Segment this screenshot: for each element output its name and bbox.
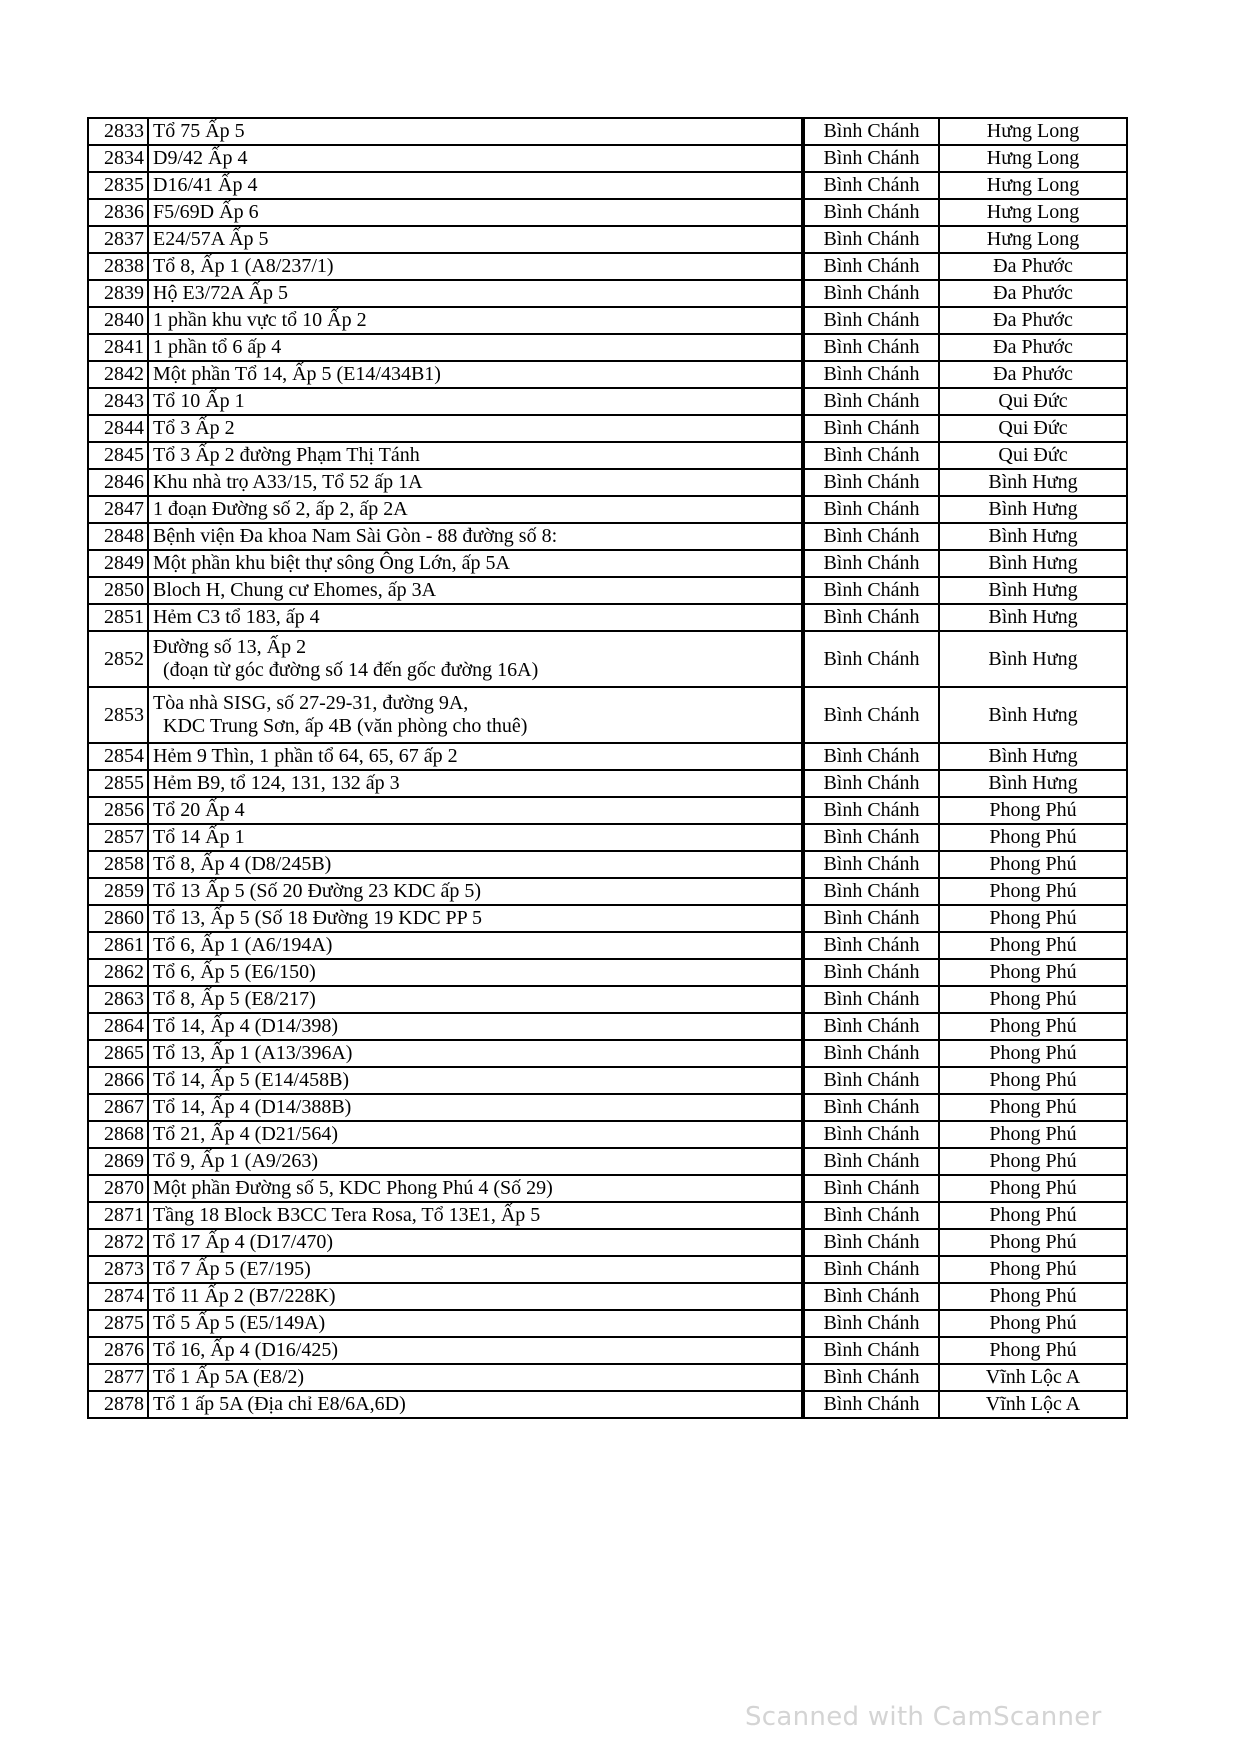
ward-cell: Phong Phú [939,986,1127,1013]
address-cell [148,1364,802,1391]
table-row [88,687,1127,743]
ward-cell: Phong Phú [939,1310,1127,1337]
address-cell [148,1013,802,1040]
address-cell [148,631,802,687]
table-row [88,307,1127,334]
ward-cell: Phong Phú [939,1229,1127,1256]
table-row [88,469,1127,496]
address-line: Hẻm 9 Thìn, 1 phần tổ 64, 65, 67 ấp 2 [153,745,458,767]
table-row [88,1283,1127,1310]
ward-cell: Đa Phước [939,280,1127,307]
row-number: 2877 [88,1364,148,1391]
district-cell: Bình Chánh [804,986,939,1013]
address-line: Tổ 6, Ấp 5 (E6/150) [153,961,316,983]
address-line: Tổ 8, Ấp 1 (A8/237/1) [153,255,334,277]
address-cell [148,1337,802,1364]
address-cell [148,199,802,226]
address-line: Tổ 8, Ấp 5 (E8/217) [153,988,316,1010]
address-line: 1 phần tổ 6 ấp 4 [153,336,282,358]
address-line: Hẻm C3 tổ 183, ấp 4 [153,606,320,628]
table-row [88,1229,1127,1256]
table-row [88,1148,1127,1175]
district-cell: Bình Chánh [804,604,939,631]
row-number: 2869 [88,1148,148,1175]
address-cell [148,145,802,172]
address-cell [148,1202,802,1229]
table-row [88,145,1127,172]
table-row [88,577,1127,604]
table-row [88,1040,1127,1067]
ward-cell: Phong Phú [939,878,1127,905]
address-line: Tổ 1 ấp 5A (Địa chỉ E8/6A,6D) [153,1393,406,1415]
address-line: Đường số 13, Ấp 2 [153,636,307,658]
district-cell: Bình Chánh [804,1094,939,1121]
address-line: Tổ 9, Ấp 1 (A9/263) [153,1150,318,1172]
ward-cell: Phong Phú [939,1175,1127,1202]
row-number: 2876 [88,1337,148,1364]
table-row [88,550,1127,577]
ward-cell: Phong Phú [939,1337,1127,1364]
ward-cell: Phong Phú [939,797,1127,824]
row-number: 2870 [88,1175,148,1202]
district-cell: Bình Chánh [804,743,939,770]
row-number: 2865 [88,1040,148,1067]
district-cell: Bình Chánh [804,334,939,361]
row-number: 2836 [88,199,148,226]
row-number: 2866 [88,1067,148,1094]
ward-cell: Đa Phước [939,361,1127,388]
table-row [88,388,1127,415]
address-line: Tổ 14, Ấp 4 (D14/398) [153,1015,338,1037]
district-cell: Bình Chánh [804,469,939,496]
ward-cell: Bình Hưng [939,604,1127,631]
address-cell [148,905,802,932]
row-number: 2871 [88,1202,148,1229]
district-cell: Bình Chánh [804,550,939,577]
ward-cell: Qui Đức [939,415,1127,442]
row-number: 2852 [88,631,148,687]
district-cell: Bình Chánh [804,280,939,307]
district-cell: Bình Chánh [804,199,939,226]
district-cell: Bình Chánh [804,1175,939,1202]
table-row [88,496,1127,523]
ward-cell: Hưng Long [939,118,1127,145]
ward-cell: Phong Phú [939,905,1127,932]
district-cell: Bình Chánh [804,797,939,824]
district-cell: Bình Chánh [804,145,939,172]
district-cell: Bình Chánh [804,1391,939,1418]
address-table [87,117,1128,1419]
ward-cell: Hưng Long [939,145,1127,172]
district-cell: Bình Chánh [804,770,939,797]
address-cell [148,1283,802,1310]
table-row [88,523,1127,550]
district-cell: Bình Chánh [804,118,939,145]
row-number: 2858 [88,851,148,878]
ward-cell: Bình Hưng [939,550,1127,577]
ward-cell: Qui Đức [939,442,1127,469]
address-cell [148,1094,802,1121]
table-row [88,959,1127,986]
table-row [88,253,1127,280]
row-number: 2845 [88,442,148,469]
row-number: 2875 [88,1310,148,1337]
district-cell: Bình Chánh [804,1364,939,1391]
ward-cell: Bình Hưng [939,743,1127,770]
ward-cell: Bình Hưng [939,577,1127,604]
address-line: Tổ 10 Ấp 1 [153,390,245,412]
district-cell: Bình Chánh [804,1229,939,1256]
address-line: D16/41 Ấp 4 [153,174,258,196]
row-number: 2872 [88,1229,148,1256]
ward-cell: Phong Phú [939,932,1127,959]
address-cell [148,334,802,361]
row-number: 2837 [88,226,148,253]
ward-cell: Bình Hưng [939,469,1127,496]
address-cell [148,770,802,797]
address-line: Tổ 16, Ấp 4 (D16/425) [153,1339,338,1361]
camscanner-watermark: Scanned with CamScanner [745,1702,1102,1732]
table-row [88,1067,1127,1094]
row-number: 2847 [88,496,148,523]
address-cell [148,1121,802,1148]
address-line: Bloch H, Chung cư Ehomes, ấp 3A [153,579,437,601]
table-row [88,824,1127,851]
district-cell: Bình Chánh [804,172,939,199]
address-line: Tổ 5 Ấp 5 (E5/149A) [153,1312,326,1334]
row-number: 2861 [88,932,148,959]
address-line: Khu nhà trọ A33/15, Tổ 52 ấp 1A [153,471,423,493]
row-number: 2840 [88,307,148,334]
row-number: 2838 [88,253,148,280]
district-cell: Bình Chánh [804,226,939,253]
table-row [88,1337,1127,1364]
table-row [88,334,1127,361]
district-cell: Bình Chánh [804,932,939,959]
row-number: 2874 [88,1283,148,1310]
row-number: 2867 [88,1094,148,1121]
address-line: Bệnh viện Đa khoa Nam Sài Gòn - 88 đường số 8: [153,525,558,547]
row-number: 2844 [88,415,148,442]
address-line: Tổ 11 Ấp 2 (B7/228K) [153,1285,336,1307]
address-line: Tổ 1 Ấp 5A (E8/2) [153,1366,305,1388]
district-cell: Bình Chánh [804,577,939,604]
address-line: KDC Trung Sơn, ấp 4B (văn phòng cho thuê) [163,715,528,737]
address-line: D9/42 Ấp 4 [153,147,248,169]
district-cell: Bình Chánh [804,1013,939,1040]
address-cell [148,523,802,550]
ward-cell: Bình Hưng [939,523,1127,550]
table-row [88,932,1127,959]
row-number: 2855 [88,770,148,797]
row-number: 2850 [88,577,148,604]
table-row [88,878,1127,905]
table-row [88,118,1127,145]
address-cell [148,604,802,631]
ward-cell: Phong Phú [939,1256,1127,1283]
address-line: (đoạn từ góc đường số 14 đến gốc đường 16A) [163,659,539,681]
district-cell: Bình Chánh [804,388,939,415]
address-line: Một phần khu biệt thự sông Ông Lớn, ấp 5A [153,552,510,574]
address-line: Tổ 8, Ấp 4 (D8/245B) [153,853,332,875]
row-number: 2846 [88,469,148,496]
district-cell: Bình Chánh [804,1202,939,1229]
address-table-body [88,118,1127,1418]
district-cell: Bình Chánh [804,496,939,523]
address-cell [148,1067,802,1094]
row-number: 2851 [88,604,148,631]
address-cell [148,388,802,415]
address-cell [148,959,802,986]
row-number: 2863 [88,986,148,1013]
table-row [88,1121,1127,1148]
table-row [88,172,1127,199]
table-row [88,280,1127,307]
address-cell [148,226,802,253]
row-number: 2864 [88,1013,148,1040]
address-line: Tổ 21, Ấp 4 (D21/564) [153,1123,338,1145]
district-cell: Bình Chánh [804,442,939,469]
row-number: 2857 [88,824,148,851]
table-row [88,797,1127,824]
address-line: Tổ 17 Ấp 4 (D17/470) [153,1231,333,1253]
ward-cell: Hưng Long [939,199,1127,226]
table-row [88,851,1127,878]
address-cell [148,986,802,1013]
table-row [88,905,1127,932]
row-number: 2856 [88,797,148,824]
address-line: Tầng 18 Block B3CC Tera Rosa, Tổ 13E1, Ấp 5 [153,1204,541,1226]
district-cell: Bình Chánh [804,851,939,878]
table-row [88,1256,1127,1283]
district-cell: Bình Chánh [804,878,939,905]
address-line: Tổ 13, Ấp 1 (A13/396A) [153,1042,353,1064]
address-line: Tổ 13 Ấp 5 (Số 20 Đường 23 KDC ấp 5) [153,880,482,902]
address-cell [148,253,802,280]
ward-cell: Phong Phú [939,1094,1127,1121]
table-row [88,1013,1127,1040]
ward-cell: Phong Phú [939,824,1127,851]
district-cell: Bình Chánh [804,307,939,334]
ward-cell: Phong Phú [939,1121,1127,1148]
table-row [88,199,1127,226]
district-cell: Bình Chánh [804,905,939,932]
address-cell [148,577,802,604]
ward-cell: Vĩnh Lộc A [939,1364,1127,1391]
table-row [88,442,1127,469]
district-cell: Bình Chánh [804,959,939,986]
row-number: 2842 [88,361,148,388]
district-cell: Bình Chánh [804,1337,939,1364]
row-number: 2859 [88,878,148,905]
row-number: 2848 [88,523,148,550]
table-row [88,226,1127,253]
address-line: Một phần Tổ 14, Ấp 5 (E14/434B1) [153,363,441,385]
table-row [88,770,1127,797]
row-number: 2873 [88,1256,148,1283]
table-row [88,1094,1127,1121]
row-number: 2868 [88,1121,148,1148]
address-cell [148,1391,802,1418]
ward-cell: Phong Phú [939,1067,1127,1094]
table-row [88,604,1127,631]
address-line: E24/57A Ấp 5 [153,228,269,250]
district-cell: Bình Chánh [804,1256,939,1283]
address-cell [148,118,802,145]
district-cell: Bình Chánh [804,523,939,550]
table-row [88,986,1127,1013]
address-line: Một phần Đường số 5, KDC Phong Phú 4 (Số 29) [153,1177,553,1199]
row-number: 2835 [88,172,148,199]
table-row [88,1310,1127,1337]
table-row [88,631,1127,687]
address-cell [148,687,802,743]
address-line: 1 phần khu vực tổ 10 Ấp 2 [153,309,367,331]
row-number: 2841 [88,334,148,361]
row-number: 2833 [88,118,148,145]
ward-cell: Bình Hưng [939,687,1127,743]
address-line: Hộ E3/72A Ấp 5 [153,282,288,304]
ward-cell: Phong Phú [939,1013,1127,1040]
address-cell [148,1148,802,1175]
ward-cell: Đa Phước [939,307,1127,334]
district-cell: Bình Chánh [804,361,939,388]
address-cell [148,824,802,851]
district-cell: Bình Chánh [804,687,939,743]
district-cell: Bình Chánh [804,631,939,687]
address-line: Tòa nhà SISG, số 27-29-31, đường 9A, [153,692,469,714]
district-cell: Bình Chánh [804,253,939,280]
address-line: 1 đoạn Đường số 2, ấp 2, ấp 2A [153,498,408,520]
ward-cell: Đa Phước [939,334,1127,361]
address-line: Tổ 14, Ấp 4 (D14/388B) [153,1096,352,1118]
address-line: Tổ 13, Ấp 5 (Số 18 Đường 19 KDC PP 5 [153,907,483,929]
address-cell [148,1310,802,1337]
table-row [88,415,1127,442]
ward-cell: Phong Phú [939,959,1127,986]
address-cell [148,442,802,469]
row-number: 2853 [88,687,148,743]
ward-cell: Phong Phú [939,1148,1127,1175]
district-cell: Bình Chánh [804,1067,939,1094]
address-cell [148,1175,802,1202]
row-number: 2860 [88,905,148,932]
address-cell [148,496,802,523]
address-cell [148,550,802,577]
district-cell: Bình Chánh [804,1148,939,1175]
address-cell [148,851,802,878]
address-cell [148,932,802,959]
ward-cell: Vĩnh Lộc A [939,1391,1127,1418]
table-row [88,1175,1127,1202]
address-cell [148,469,802,496]
ward-cell: Bình Hưng [939,770,1127,797]
ward-cell: Đa Phước [939,253,1127,280]
address-cell [148,797,802,824]
ward-cell: Phong Phú [939,1202,1127,1229]
row-number: 2862 [88,959,148,986]
table-row [88,1391,1127,1418]
table-row [88,361,1127,388]
address-cell [148,361,802,388]
row-number: 2849 [88,550,148,577]
district-cell: Bình Chánh [804,1283,939,1310]
address-cell [148,743,802,770]
district-cell: Bình Chánh [804,415,939,442]
ward-cell: Phong Phú [939,1040,1127,1067]
ward-cell: Bình Hưng [939,631,1127,687]
row-number: 2839 [88,280,148,307]
address-line: Tổ 20 Ấp 4 [153,799,245,821]
row-number: 2843 [88,388,148,415]
address-cell [148,1229,802,1256]
address-cell [148,280,802,307]
address-cell [148,172,802,199]
address-cell [148,307,802,334]
district-cell: Bình Chánh [804,1040,939,1067]
ward-cell: Bình Hưng [939,496,1127,523]
table-row [88,1364,1127,1391]
address-cell [148,1256,802,1283]
address-cell [148,1040,802,1067]
table-row [88,743,1127,770]
address-cell [148,878,802,905]
ward-cell: Hưng Long [939,226,1127,253]
address-line: Tổ 3 Ấp 2 đường Phạm Thị Tánh [153,444,420,466]
ward-cell: Qui Đức [939,388,1127,415]
address-line: Tổ 14 Ấp 1 [153,826,245,848]
address-line: Tổ 6, Ấp 1 (A6/194A) [153,934,333,956]
ward-cell: Phong Phú [939,851,1127,878]
ward-cell: Hưng Long [939,172,1127,199]
address-line: Tổ 7 Ấp 5 (E7/195) [153,1258,311,1280]
row-number: 2854 [88,743,148,770]
address-line: F5/69D Ấp 6 [153,201,259,223]
ward-cell: Phong Phú [939,1283,1127,1310]
address-line: Hẻm B9, tổ 124, 131, 132 ấp 3 [153,772,400,794]
row-number: 2878 [88,1391,148,1418]
district-cell: Bình Chánh [804,1121,939,1148]
district-cell: Bình Chánh [804,1310,939,1337]
address-cell [148,415,802,442]
district-cell: Bình Chánh [804,824,939,851]
table-row [88,1202,1127,1229]
address-line: Tổ 3 Ấp 2 [153,417,235,439]
address-line: Tổ 75 Ấp 5 [153,120,245,142]
row-number: 2834 [88,145,148,172]
address-line: Tổ 14, Ấp 5 (E14/458B) [153,1069,350,1091]
